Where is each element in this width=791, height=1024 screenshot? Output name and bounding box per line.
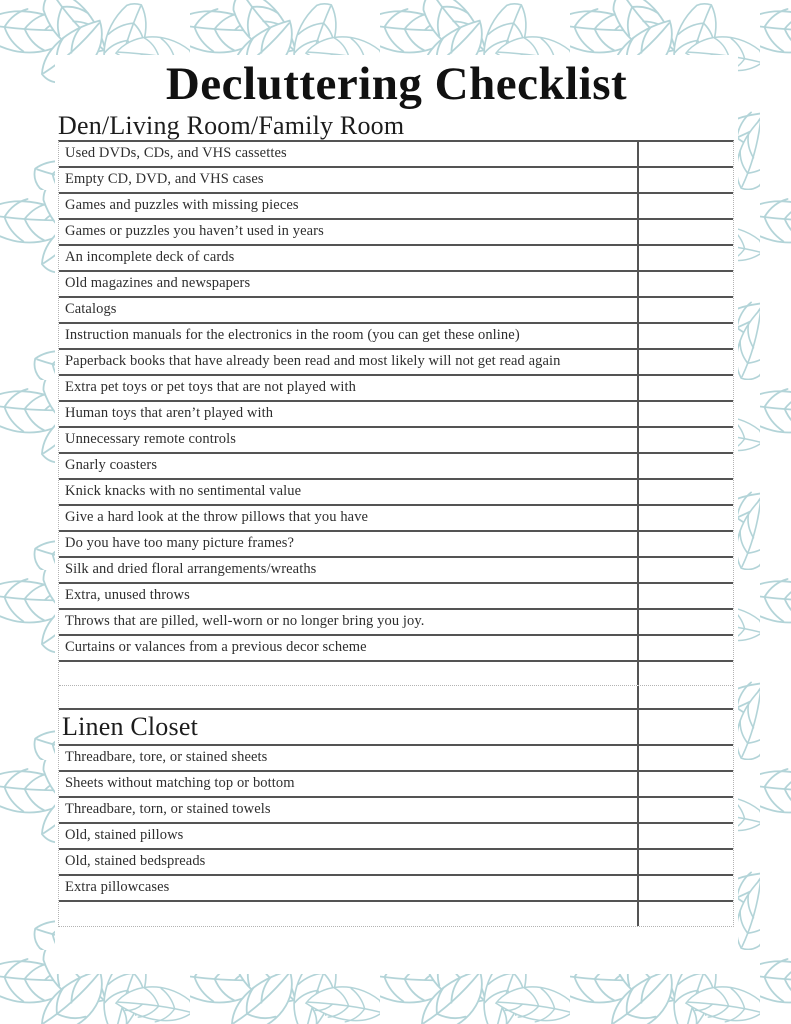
checklist-item-label: An incomplete deck of cards bbox=[65, 248, 235, 265]
table-row bbox=[59, 402, 733, 428]
check-cell[interactable] bbox=[637, 194, 733, 218]
check-cell[interactable] bbox=[637, 902, 733, 926]
table-row bbox=[59, 824, 733, 850]
table-row bbox=[59, 584, 733, 610]
checklist-item-label: Paperback books that have already been read and most likely will not get read again bbox=[65, 352, 561, 369]
check-cell[interactable] bbox=[637, 532, 733, 556]
checklist-item-label: Threadbare, tore, or stained sheets bbox=[65, 748, 268, 765]
table-row-empty bbox=[59, 662, 733, 686]
check-cell[interactable] bbox=[637, 636, 733, 660]
table-row bbox=[59, 506, 733, 532]
check-cell[interactable] bbox=[637, 220, 733, 244]
checklist-table bbox=[58, 140, 734, 927]
check-cell[interactable] bbox=[637, 454, 733, 478]
empty-cell bbox=[59, 686, 637, 708]
check-cell[interactable] bbox=[637, 350, 733, 374]
checklist-item-label: Used DVDs, CDs, and VHS cassettes bbox=[65, 144, 287, 161]
check-cell[interactable] bbox=[637, 402, 733, 426]
check-cell[interactable] bbox=[637, 746, 733, 770]
check-cell[interactable] bbox=[637, 610, 733, 634]
check-cell[interactable] bbox=[637, 324, 733, 348]
checklist-item-label: Knick knacks with no sentimental value bbox=[65, 482, 302, 499]
checklist-item-label: Give a hard look at the throw pillows that you have bbox=[65, 508, 369, 525]
table-row bbox=[59, 610, 733, 636]
check-cell[interactable] bbox=[637, 772, 733, 796]
table-row bbox=[59, 376, 733, 402]
table-row bbox=[59, 142, 733, 168]
table-row bbox=[59, 772, 733, 798]
checklist-item-label: Do you have too many picture frames? bbox=[65, 534, 295, 551]
empty-cell bbox=[59, 662, 637, 685]
checklist-item-label: Catalogs bbox=[65, 300, 117, 317]
document-sheet bbox=[55, 55, 738, 974]
table-row bbox=[59, 298, 733, 324]
checklist-item-label: Throws that are pilled, well-worn or no longer bring you joy. bbox=[65, 612, 425, 629]
checklist-item-label: Silk and dried floral arrangements/wreaths bbox=[65, 560, 317, 577]
check-cell[interactable] bbox=[637, 272, 733, 296]
checklist-item-label: Human toys that aren’t played with bbox=[65, 404, 274, 421]
checklist-item-label: Sheets without matching top or bottom bbox=[65, 774, 295, 791]
table-row bbox=[59, 220, 733, 246]
table-row bbox=[59, 636, 733, 662]
checklist-item-label: Unnecessary remote controls bbox=[65, 430, 237, 447]
table-row bbox=[59, 798, 733, 824]
table-row bbox=[59, 272, 733, 298]
checklist-item-label: Instruction manuals for the electronics in the room (you can get these online) bbox=[65, 326, 520, 343]
checklist-item-label: Curtains or valances from a previous decor scheme bbox=[65, 638, 367, 655]
checklist-item-label: Old, stained bedspreads bbox=[65, 852, 206, 869]
table-row bbox=[59, 850, 733, 876]
table-row bbox=[59, 454, 733, 480]
table-row-empty bbox=[59, 902, 733, 926]
table-row bbox=[59, 324, 733, 350]
empty-cell bbox=[59, 902, 637, 926]
page-title: Decluttering Checklist bbox=[165, 58, 628, 110]
section-title-den-living-room: Den/Living Room/Family Room bbox=[58, 111, 405, 140]
checklist-item-label: Extra, unused throws bbox=[65, 586, 190, 603]
table-row bbox=[59, 194, 733, 220]
table-row bbox=[59, 876, 733, 902]
check-cell[interactable] bbox=[637, 876, 733, 900]
check-cell[interactable] bbox=[637, 298, 733, 322]
table-row-section-header bbox=[59, 710, 733, 746]
check-cell[interactable] bbox=[637, 376, 733, 400]
table-row bbox=[59, 532, 733, 558]
table-row bbox=[59, 168, 733, 194]
table-row-empty bbox=[59, 686, 733, 710]
table-row bbox=[59, 246, 733, 272]
check-cell[interactable] bbox=[637, 428, 733, 452]
check-cell[interactable] bbox=[637, 584, 733, 608]
check-cell[interactable] bbox=[637, 506, 733, 530]
check-cell[interactable] bbox=[637, 686, 733, 708]
check-cell[interactable] bbox=[637, 142, 733, 166]
table-row bbox=[59, 350, 733, 376]
table-row bbox=[59, 558, 733, 584]
checklist-item-label: Extra pillowcases bbox=[65, 878, 170, 895]
table-row bbox=[59, 428, 733, 454]
table-row bbox=[59, 480, 733, 506]
check-cell[interactable] bbox=[637, 480, 733, 504]
checklist-item-label: Threadbare, torn, or stained towels bbox=[65, 800, 271, 817]
checklist-item-label: Old, stained pillows bbox=[65, 826, 184, 843]
checklist-item-label: Old magazines and newspapers bbox=[65, 274, 251, 291]
checklist-item-label: Extra pet toys or pet toys that are not played with bbox=[65, 378, 357, 395]
check-cell[interactable] bbox=[637, 824, 733, 848]
checklist-item-label: Games and puzzles with missing pieces bbox=[65, 196, 299, 213]
checklist-item-label: Gnarly coasters bbox=[65, 456, 158, 473]
check-cell[interactable] bbox=[637, 798, 733, 822]
checklist-item-label: Games or puzzles you haven’t used in years bbox=[65, 222, 324, 239]
section-title-linen-closet: Linen Closet bbox=[62, 712, 198, 741]
table-row bbox=[59, 746, 733, 772]
check-cell[interactable] bbox=[637, 558, 733, 582]
check-cell[interactable] bbox=[637, 168, 733, 192]
check-cell[interactable] bbox=[637, 662, 733, 685]
checklist-item-label: Empty CD, DVD, and VHS cases bbox=[65, 170, 264, 187]
check-cell[interactable] bbox=[637, 850, 733, 874]
check-cell[interactable] bbox=[637, 246, 733, 270]
check-cell[interactable] bbox=[637, 710, 733, 744]
